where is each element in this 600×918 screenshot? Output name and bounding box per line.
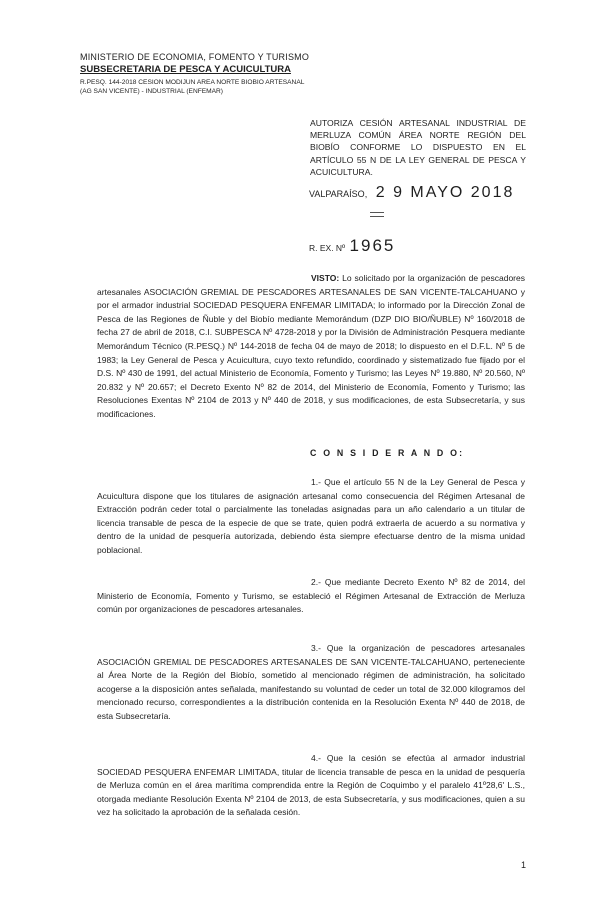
ministry-name: MINISTERIO DE ECONOMIA, FOMENTO Y TURISMO — [80, 52, 310, 62]
stamp-marks — [370, 212, 384, 218]
resolution-subject: AUTORIZA CESIÓN ARTESANAL INDUSTRIAL DE MERLUZA COMÚN ÁREA NORTE REGIÓN DEL BIOBÍO CONFORME LO DISPUESTO EN EL ARTÍCULO 55 N DE LA LEY GENERAL DE PESCA Y ACUICULTURA. — [310, 118, 526, 177]
considerando-item-1: 1.- Que el artículo 55 N de la Ley General de Pesca y Acuicultura dispone que los titulares de asignación artesanal como consecuencia del Régimen Artesanal de Extracción podrán ceder total o parcialmente las toneladas asignadas para un año calendario a un titular de licencia transable de pesca de la especie de que se trate, quien podrá extraerla de acuerdo a su normativa y dentro de la unidad de pesquería autorizada, debiendo ésta siempre efectuarse dentro de la misma unidad poblacional. — [97, 477, 525, 555]
letterhead — [80, 52, 310, 96]
visto-text: Lo solicitado por la organización de pescadores artesanales ASOCIACIÓN GREMIAL DE PESCADORES ARTESANALES DE SAN VICENTE-TALCAHUANO y por el armador industrial SOCIEDAD PESQUERA ENFEMAR LIMITADA; lo informado por la Dirección Zonal de Pesca de las Regiones de Ñuble y del Biobío mediante Memorándum (DZP DIO BIO/ÑUBLE) Nº 160/2018 de fecha 27 de abril de 2018, C.I. SUBPESCA Nº 4728-2018 y por la División de Administración Pesquera mediante Memorándum Técnico (R.PESQ.) Nº 144-2018 de fecha 04 de mayo de 2018; lo dispuesto en el D.F.L. Nº 5 de 1983; la Ley General de Pesca y Acuicultura, cuyo texto refundido, coordinado y sistematizado fue fijado por el D.S. Nº 430 de 1991, del actual Ministerio de Economía, Fomento y Turismo; las Leyes Nº 19.880, Nº 20.560, Nº 20.832 y Nº 20.657; el Decreto Exento Nº 82 de 2014, del Ministerio de Economía, Fomento y Turismo; las Resoluciones Exentas Nº 2104 de 2013 y Nº 440 de 2018, y sus modificaciones, de esta Subsecretaría, y sus modificaciones. — [97, 273, 525, 419]
considerando-item-2: 2.- Que mediante Decreto Exento Nº 82 de 2014, del Ministerio de Economía, Fomento y Turismo, se estableció el Régimen Artesanal de Extracción de Merluza común por organizaciones de pescadores artesanales. — [97, 577, 525, 615]
date-place: VALPARAÍSO, — [309, 189, 368, 199]
resolution-number: 1965 — [349, 236, 396, 255]
considerando-item-3: 3.- Que la organización de pescadores artesanales ASOCIACIÓN GREMIAL DE PESCADORES ARTESANALES DE SAN VICENTE-TALCAHUANO, perteneciente al Área Norte de la Región del Biobío, sometido al mencionado régimen de administración, ha solicitado acogerse a la disposición antes señalada, manifestando su voluntad de ceder un total de 32.000 kilogramos del mencionado recurso, correspondientes a la distribución contenida en la Resolución Exenta Nº 440 de 2018, de esta Subsecretaría. — [97, 643, 525, 721]
considerando-heading: C O N S I D E R A N D O: — [310, 448, 465, 458]
date-stamp: 2 9 MAYO 2018 — [375, 184, 515, 201]
visto-paragraph — [97, 272, 525, 422]
page-number: 1 — [521, 860, 527, 870]
resolution-number-line — [309, 236, 395, 256]
reference-code: R.PESQ. 144-2018 CESION MODIJUN AREA NORTE BIOBIO ARTESANAL (AG SAN VICENTE) - INDUSTRIAL (ENFEMAR) — [80, 79, 305, 95]
considerando-item-4: 4.- Que la cesión se efectúa al armador industrial SOCIEDAD PESQUERA ENFEMAR LIMITADA, titular de licencia transable de pesca en la unidad de pesquería de Merluza común en el área marítima comprendida entre la Región de Coquimbo y el paralelo 41º28,6' L.S., otorgada mediante Resolución Exenta Nº 2104 de 2013, de esta Subsecretaría, y sus modificaciones, quien a su vez ha solicitado la aprobación de la señalada cesión. — [97, 753, 525, 818]
date-line — [309, 184, 514, 202]
subsecretaria-name: SUBSECRETARIA DE PESCA Y ACUICULTURA — [80, 64, 291, 75]
visto-label: VISTO: — [311, 273, 340, 283]
resolution-label: R. EX. Nº — [309, 243, 346, 253]
